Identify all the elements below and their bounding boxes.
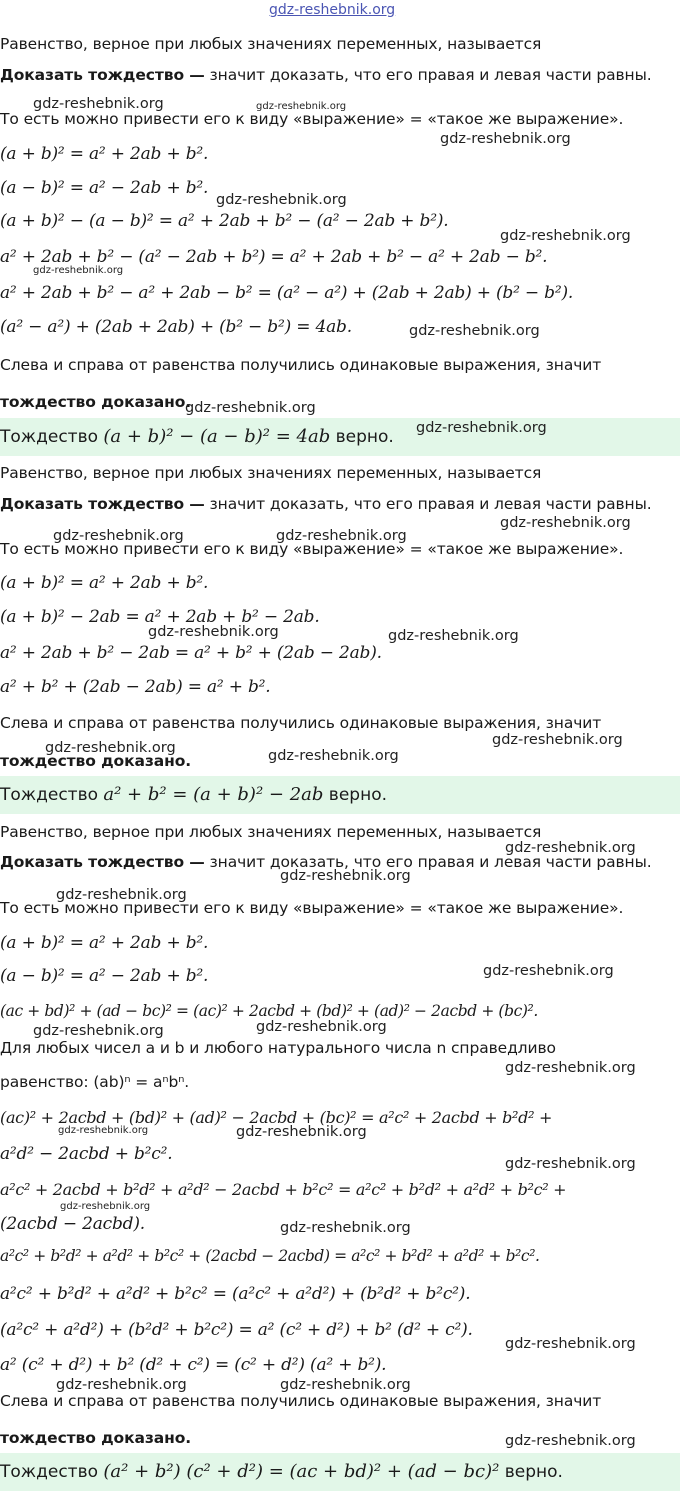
s1-result-math: (a + b)² − (a − b)² = 4ab	[103, 426, 331, 447]
s2-eq-1: (a + b)² = a² + 2ab + b².	[0, 573, 209, 593]
watermark: gdz-reshebnik.org	[505, 1156, 636, 1172]
s3-conclusion: Слева и справа от равенства получились одинаковые выражения, значит	[0, 1392, 602, 1410]
watermark: gdz-reshebnik.org	[280, 1377, 411, 1393]
s1-form: То есть можно привести его к виду «выражение» = «такое же выражение».	[0, 110, 624, 128]
s1-result-pre: Тождество	[0, 427, 104, 447]
s1-eq-6: (a² − a²) + (2ab + 2ab) + (b² − b²) = 4ab.	[0, 317, 352, 337]
s3-eq-10: (a²c² + a²d²) + (b²d² + b²c²) = a² (c² + d²) + b² (d² + c²).	[0, 1320, 473, 1340]
watermark: gdz-reshebnik.org	[185, 400, 316, 416]
s1-prove-rest: значит доказать, что его правая и левая части равны.	[204, 66, 652, 84]
s1-proved: тождество доказано.	[0, 393, 192, 411]
s2-result-math: a² + b² = (a + b)² − 2ab	[103, 784, 324, 805]
watermark: gdz-reshebnik.org	[500, 515, 631, 531]
s3-form: То есть можно привести его к виду «выражение» = «такое же выражение».	[0, 899, 624, 917]
s2-prove-bold: Доказать тождество —	[0, 495, 205, 513]
watermark: gdz-reshebnik.org	[56, 887, 187, 903]
s2-eq-2: (a + b)² − 2ab = a² + 2ab + b² − 2ab.	[0, 607, 320, 627]
s3-prove-bold: Доказать тождество —	[0, 853, 205, 871]
s1-result	[0, 426, 394, 447]
s3-eq-9: a²c² + b²d² + a²d² + b²c² = (a²c² + a²d²) + (b²d² + b²c²).	[0, 1284, 471, 1304]
watermark: gdz-reshebnik.org	[53, 528, 184, 544]
watermark-top-link[interactable]: gdz-reshebnik.org	[269, 2, 396, 18]
watermark: gdz-reshebnik.org	[33, 265, 124, 276]
s2-result	[0, 784, 387, 805]
watermark: gdz-reshebnik.org	[148, 624, 279, 640]
s3-result-math: (a² + b²) (c² + d²) = (ac + bd)² + (ad − bc)²	[103, 1461, 500, 1482]
watermark: gdz-reshebnik.org	[58, 1125, 149, 1136]
watermark: gdz-reshebnik.org	[388, 628, 519, 644]
watermark: gdz-reshebnik.org	[483, 963, 614, 979]
s3-prove-rest: значит доказать, что его правая и левая части равны.	[204, 853, 652, 871]
s1-eq-4: a² + 2ab + b² − (a² − 2ab + b²) = a² + 2ab + b² − a² + 2ab − b².	[0, 247, 548, 267]
watermark: gdz-reshebnik.org	[268, 748, 399, 764]
s2-result-post: верно.	[323, 785, 387, 805]
watermark: gdz-reshebnik.org	[505, 1336, 636, 1352]
s3-eq-1: (a + b)² = a² + 2ab + b².	[0, 933, 209, 953]
s3-note-2: равенство: (ab)ⁿ = aⁿbⁿ.	[0, 1073, 190, 1091]
watermark: gdz-reshebnik.org	[505, 840, 636, 856]
s2-eq-4: a² + b² + (2ab − 2ab) = a² + b².	[0, 677, 271, 697]
watermark: gdz-reshebnik.org	[60, 1201, 151, 1212]
watermark: gdz-reshebnik.org	[45, 740, 176, 756]
watermark: gdz-reshebnik.org	[56, 1377, 187, 1393]
s1-intro: Равенство, верное при любых значениях переменных, называется	[0, 35, 542, 53]
s3-eq-3: (ac + bd)² + (ad − bc)² = (ac)² + 2acbd + (bd)² + (ad)² − 2acbd + (bc)².	[0, 1002, 538, 1020]
s2-prove-line	[0, 495, 652, 513]
watermark: gdz-reshebnik.org	[236, 1124, 367, 1140]
s3-eq-4: (ac)² + 2acbd + (bd)² + (ad)² − 2acbd + (bc)² = a²c² + 2acbd + b²d² +	[0, 1108, 553, 1127]
s2-proved: тождество доказано.	[0, 752, 192, 770]
watermark: gdz-reshebnik.org	[492, 732, 623, 748]
s2-form: То есть можно привести его к виду «выражение» = «такое же выражение».	[0, 540, 624, 558]
s1-eq-3: (a + b)² − (a − b)² = a² + 2ab + b² − (a² − 2ab + b²).	[0, 211, 449, 231]
s3-proved: тождество доказано.	[0, 1429, 192, 1447]
s3-eq-2: (a − b)² = a² − 2ab + b².	[0, 966, 209, 986]
watermark: gdz-reshebnik.org	[505, 1060, 636, 1076]
s1-result-post: верно.	[330, 427, 394, 447]
watermark: gdz-reshebnik.org	[256, 1019, 387, 1035]
s1-eq-1: (a + b)² = a² + 2ab + b².	[0, 144, 209, 164]
watermark: gdz-reshebnik.org	[500, 228, 631, 244]
s3-intro: Равенство, верное при любых значениях переменных, называется	[0, 823, 542, 841]
s3-eq-11: a² (c² + d²) + b² (d² + c²) = (c² + d²) (a² + b²).	[0, 1355, 387, 1375]
s3-eq-8: a²c² + b²d² + a²d² + b²c² + (2acbd − 2acbd) = a²c² + b²d² + a²d² + b²c².	[0, 1247, 540, 1265]
watermark: gdz-reshebnik.org	[280, 1220, 411, 1236]
s1-eq-5: a² + 2ab + b² − a² + 2ab − b² = (a² − a²) + (2ab + 2ab) + (b² − b²).	[0, 283, 574, 303]
watermark: gdz-reshebnik.org	[33, 1023, 164, 1039]
s3-result-pre: Тождество	[0, 1462, 104, 1482]
s1-prove-bold: Доказать тождество —	[0, 66, 205, 84]
watermark: gdz-reshebnik.org	[33, 96, 164, 112]
watermark: gdz-reshebnik.org	[276, 528, 407, 544]
s1-eq-2: (a − b)² = a² − 2ab + b².	[0, 178, 209, 198]
watermark: gdz-reshebnik.org	[440, 131, 571, 147]
watermark: gdz-reshebnik.org	[280, 868, 411, 884]
s2-intro: Равенство, верное при любых значениях переменных, называется	[0, 464, 542, 482]
s2-eq-3: a² + 2ab + b² − 2ab = a² + b² + (2ab − 2ab).	[0, 643, 382, 663]
s3-result-post: верно.	[499, 1462, 563, 1482]
s3-eq-5: a²d² − 2acbd + b²c².	[0, 1144, 173, 1164]
s2-conclusion: Слева и справа от равенства получились одинаковые выражения, значит	[0, 714, 602, 732]
s1-prove-line	[0, 66, 652, 84]
s3-note-1: Для любых чисел a и b и любого натурального числа n справедливо	[0, 1039, 556, 1057]
watermark: gdz-reshebnik.org	[505, 1433, 636, 1449]
watermark: gdz-reshebnik.org	[416, 420, 547, 436]
s3-eq-6: a²c² + 2acbd + b²d² + a²d² − 2acbd + b²c² = a²c² + b²d² + a²d² + b²c² +	[0, 1180, 567, 1199]
s3-result	[0, 1461, 563, 1482]
watermark: gdz-reshebnik.org	[216, 192, 347, 208]
s2-result-pre: Тождество	[0, 785, 104, 805]
s1-conclusion: Слева и справа от равенства получились одинаковые выражения, значит	[0, 356, 602, 374]
s2-prove-rest: значит доказать, что его правая и левая части равны.	[204, 495, 652, 513]
s3-eq-7: (2acbd − 2acbd).	[0, 1214, 145, 1234]
watermark: gdz-reshebnik.org	[256, 101, 347, 112]
watermark: gdz-reshebnik.org	[409, 323, 540, 339]
